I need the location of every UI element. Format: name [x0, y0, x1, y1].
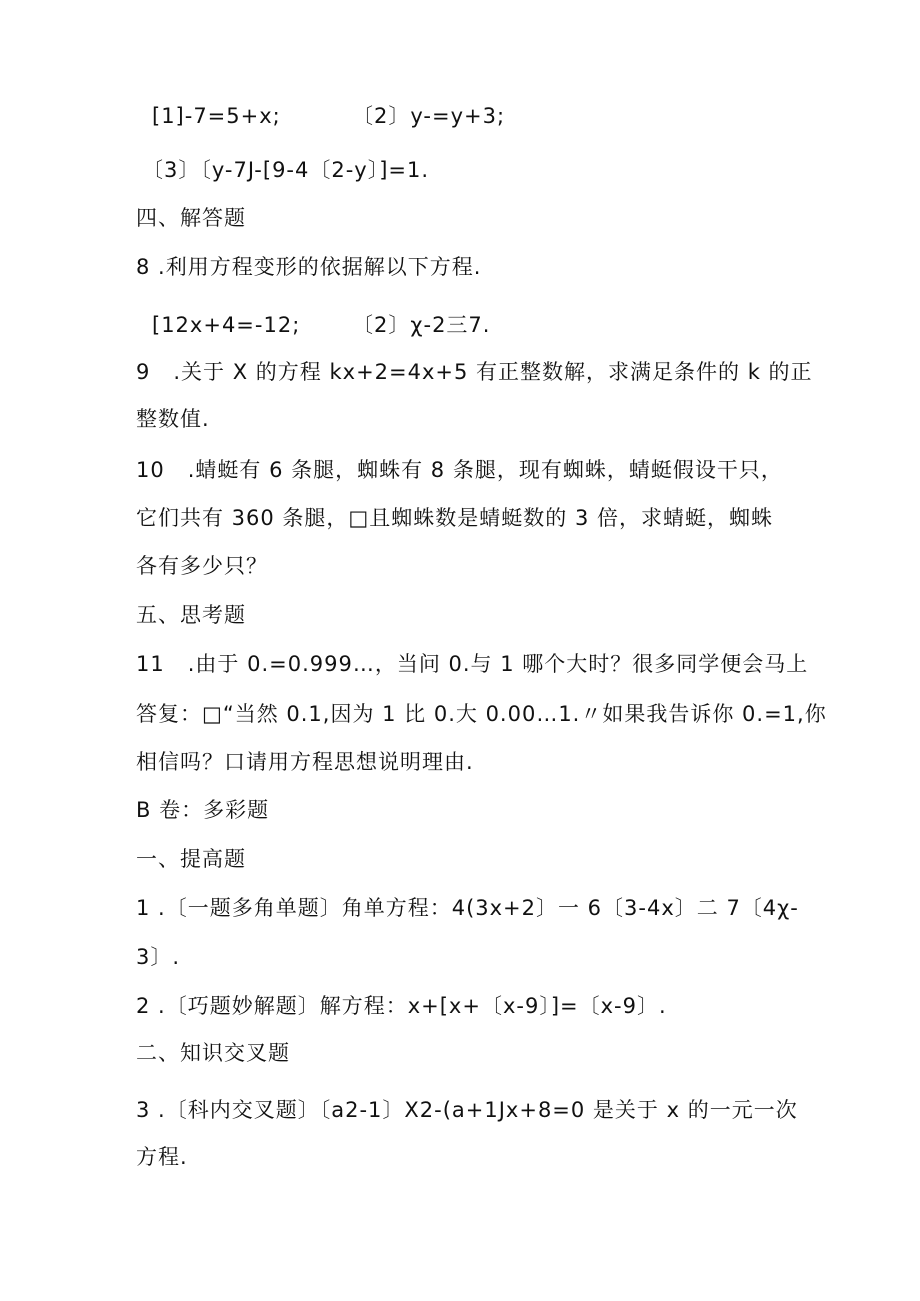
section-b-title: B 卷：多彩题 — [136, 798, 270, 822]
question-11-line2: 答复：□“当然 0.1,因为 1 比 0.大 0.00…1.〃如果我告诉你 0.=1,你 — [136, 702, 827, 726]
question-11-line3: 相信吗？口请用方程思想说明理由. — [136, 750, 474, 774]
section-heading-4: 四、解答题 — [136, 206, 246, 230]
question-b1-line2: 3〕. — [136, 945, 181, 969]
question-10-line1: 10 .蜻蜓有 6 条腿，蜘蛛有 8 条腿，现有蜘蛛，蜻蜓假设干只， — [136, 458, 783, 482]
exercise-7-1: [1]-7=5+x; — [152, 104, 281, 128]
question-b1-line1: 1 .〔一题多角单题〕角单方程：4(3x+2〕一 6〔3-4x〕二 7〔4χ- — [136, 896, 799, 920]
section-b-heading-1: 一、提高题 — [136, 847, 246, 871]
question-8-1: [12x+4=-12; — [152, 313, 301, 337]
question-11-line1: 11 .由于 0.=0.999…，当问 0.与 1 哪个大时？很多同学便会马上 — [136, 652, 809, 676]
question-10-line3: 各有多少只？ — [136, 554, 268, 578]
section-b-heading-2: 二、知识交叉题 — [136, 1041, 290, 1065]
question-9-line1: 9 .关于 X 的方程 kx+2=4x+5 有正整数解，求满足条件的 k 的正 — [136, 360, 813, 384]
exercise-7-2: 〔2〕y-=y+3; — [352, 104, 506, 128]
question-b3-line1: 3 .〔科内交叉题〕〔a2-1〕X2-(a+1Jx+8=0 是关于 x 的一元一次 — [136, 1098, 798, 1122]
question-8-2: 〔2〕χ-2三7. — [352, 313, 491, 337]
exercise-7-3: 〔3〕〔y-7J-[9-4〔2-y〕]=1. — [142, 158, 430, 182]
question-8: 8 .利用方程变形的依据解以下方程. — [136, 255, 482, 279]
question-9-line2: 整数值. — [136, 407, 210, 431]
question-b2: 2 .〔巧题妙解题〕解方程：x+[x+〔x-9〕]=〔x-9〕. — [136, 994, 667, 1018]
question-b3-line2: 方程. — [136, 1145, 188, 1169]
section-heading-5: 五、思考题 — [136, 603, 246, 627]
question-10-line2: 它们共有 360 条腿，□且蜘蛛数是蜻蜓数的 3 倍，求蜻蜓，蜘蛛 — [136, 506, 773, 530]
